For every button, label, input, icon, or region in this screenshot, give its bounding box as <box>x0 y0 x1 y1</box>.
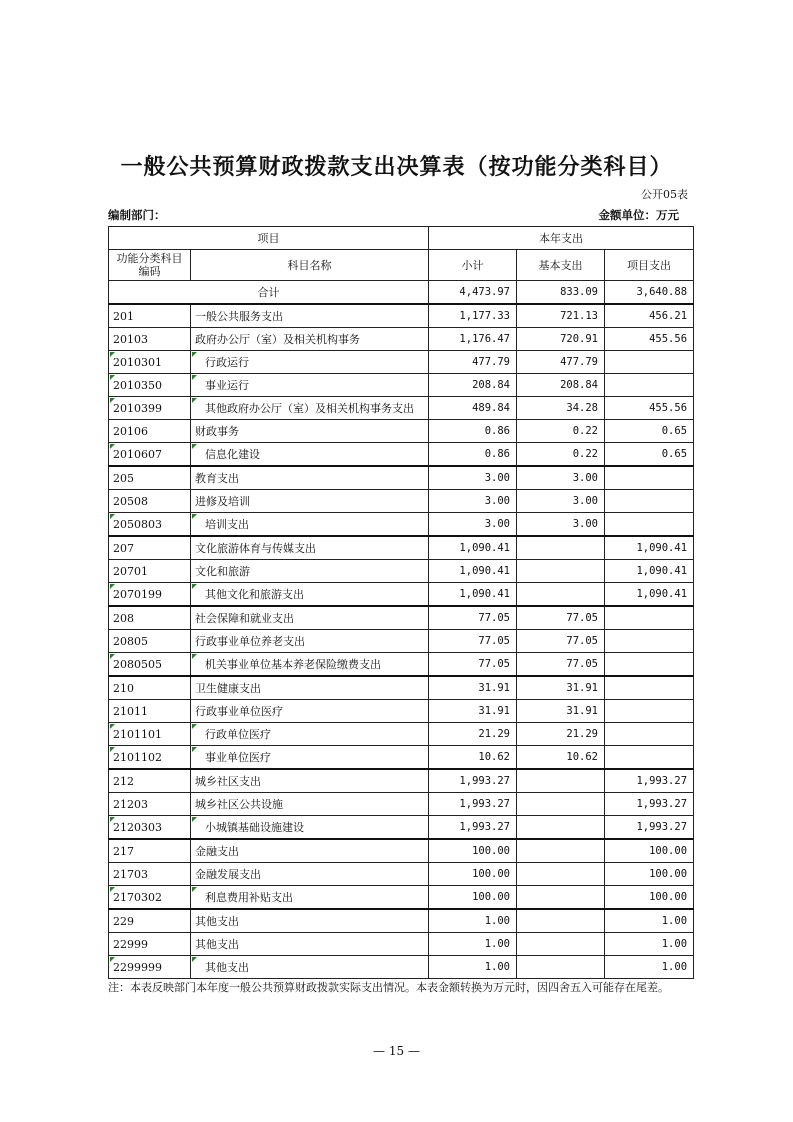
header-row-columns <box>109 250 694 281</box>
row-project <box>605 630 694 653</box>
header-row-group <box>109 227 694 250</box>
row-project: 1,993.27 <box>605 816 694 840</box>
total-subtotal: 4,473.97 <box>429 281 517 305</box>
row-name: 行政事业单位养老支出 <box>191 630 429 653</box>
table-row <box>109 443 694 467</box>
row-basic <box>517 956 605 979</box>
row-basic <box>517 886 605 910</box>
table-row <box>109 909 694 933</box>
table-row <box>109 956 694 979</box>
row-code: 2101101 <box>109 723 191 746</box>
row-subtotal: 0.86 <box>429 443 517 467</box>
row-project <box>605 466 694 490</box>
row-name: 社会保障和就业支出 <box>191 606 429 630</box>
row-name: 机关事业单位基本养老保险缴费支出 <box>191 653 429 677</box>
table-row <box>109 606 694 630</box>
row-subtotal: 1.00 <box>429 956 517 979</box>
page-number: — 15 — <box>373 1044 420 1058</box>
table-row <box>109 793 694 816</box>
table-row <box>109 536 694 560</box>
row-project: 1.00 <box>605 956 694 979</box>
row-basic: 3.00 <box>517 490 605 513</box>
row-project <box>605 653 694 677</box>
table-row <box>109 328 694 351</box>
row-subtotal: 489.84 <box>429 397 517 420</box>
row-basic: 477.79 <box>517 351 605 374</box>
form-number: 公开05表 <box>641 188 688 201</box>
row-subtotal: 1,177.33 <box>429 304 517 328</box>
row-project: 0.65 <box>605 443 694 467</box>
row-name: 培训支出 <box>191 513 429 537</box>
row-project: 1.00 <box>605 909 694 933</box>
table-row <box>109 397 694 420</box>
row-code: 22999 <box>109 933 191 956</box>
row-name: 城乡社区支出 <box>191 769 429 793</box>
row-code: 2070199 <box>109 583 191 607</box>
row-code: 2010301 <box>109 351 191 374</box>
row-subtotal: 10.62 <box>429 746 517 770</box>
table-row <box>109 513 694 537</box>
row-code: 2050803 <box>109 513 191 537</box>
row-code: 2080505 <box>109 653 191 677</box>
row-name: 其他支出 <box>191 909 429 933</box>
table-row <box>109 466 694 490</box>
row-name: 文化旅游体育与传媒支出 <box>191 536 429 560</box>
row-subtotal: 3.00 <box>429 466 517 490</box>
row-name: 事业单位医疗 <box>191 746 429 770</box>
row-project: 455.56 <box>605 328 694 351</box>
row-project: 100.00 <box>605 886 694 910</box>
row-code: 2120303 <box>109 816 191 840</box>
row-code: 217 <box>109 839 191 863</box>
total-label: 合计 <box>109 281 429 305</box>
row-project: 0.65 <box>605 420 694 443</box>
table-row <box>109 560 694 583</box>
row-subtotal: 3.00 <box>429 490 517 513</box>
col-group-item: 项目 <box>109 227 429 250</box>
row-name: 其他支出 <box>191 933 429 956</box>
col-group-year: 本年支出 <box>429 227 694 250</box>
row-name: 财政事务 <box>191 420 429 443</box>
table-row <box>109 630 694 653</box>
row-basic: 721.13 <box>517 304 605 328</box>
row-code: 20508 <box>109 490 191 513</box>
table-row <box>109 490 694 513</box>
table-row <box>109 583 694 607</box>
row-project: 455.56 <box>605 397 694 420</box>
row-basic <box>517 839 605 863</box>
row-subtotal: 100.00 <box>429 863 517 886</box>
row-basic <box>517 560 605 583</box>
row-project <box>605 374 694 397</box>
expenditure-table <box>108 226 694 979</box>
row-code: 21011 <box>109 700 191 723</box>
row-subtotal: 77.05 <box>429 653 517 677</box>
row-name: 卫生健康支出 <box>191 676 429 700</box>
row-basic: 0.22 <box>517 443 605 467</box>
row-subtotal: 1,993.27 <box>429 816 517 840</box>
row-code: 20805 <box>109 630 191 653</box>
row-project <box>605 700 694 723</box>
row-subtotal: 77.05 <box>429 606 517 630</box>
row-code: 207 <box>109 536 191 560</box>
dept-label: 编制部门： <box>108 208 166 222</box>
row-basic: 720.91 <box>517 328 605 351</box>
row-code: 2010607 <box>109 443 191 467</box>
row-project: 456.21 <box>605 304 694 328</box>
row-subtotal: 477.79 <box>429 351 517 374</box>
row-subtotal: 31.91 <box>429 700 517 723</box>
row-name: 行政事业单位医疗 <box>191 700 429 723</box>
row-code: 205 <box>109 466 191 490</box>
row-subtotal: 0.86 <box>429 420 517 443</box>
row-code: 229 <box>109 909 191 933</box>
table-row <box>109 700 694 723</box>
col-subtotal-header: 小计 <box>429 250 517 281</box>
row-basic <box>517 816 605 840</box>
col-project-header: 项目支出 <box>605 250 694 281</box>
col-basic-header: 基本支出 <box>517 250 605 281</box>
row-name: 利息费用补贴支出 <box>191 886 429 910</box>
row-name: 事业运行 <box>191 374 429 397</box>
row-name: 其他政府办公厅（室）及相关机构事务支出 <box>191 397 429 420</box>
row-code: 20103 <box>109 328 191 351</box>
row-name: 小城镇基础设施建设 <box>191 816 429 840</box>
table-row <box>109 746 694 770</box>
row-subtotal: 1.00 <box>429 909 517 933</box>
row-name: 其他文化和旅游支出 <box>191 583 429 607</box>
col-name-header: 科目名称 <box>191 250 429 281</box>
row-subtotal: 77.05 <box>429 630 517 653</box>
row-basic: 10.62 <box>517 746 605 770</box>
total-project: 3,640.88 <box>605 281 694 305</box>
row-basic <box>517 909 605 933</box>
row-project <box>605 676 694 700</box>
row-name: 金融支出 <box>191 839 429 863</box>
row-basic <box>517 933 605 956</box>
row-basic: 77.05 <box>517 653 605 677</box>
table-row <box>109 933 694 956</box>
table-row <box>109 374 694 397</box>
row-name: 金融发展支出 <box>191 863 429 886</box>
row-basic: 3.00 <box>517 466 605 490</box>
row-basic: 3.00 <box>517 513 605 537</box>
row-basic: 208.84 <box>517 374 605 397</box>
row-name: 一般公共服务支出 <box>191 304 429 328</box>
row-project: 100.00 <box>605 863 694 886</box>
table-row <box>109 304 694 328</box>
row-name: 教育支出 <box>191 466 429 490</box>
table-row <box>109 816 694 840</box>
row-project: 1,090.41 <box>605 536 694 560</box>
row-code: 212 <box>109 769 191 793</box>
row-basic: 77.05 <box>517 606 605 630</box>
row-code: 201 <box>109 304 191 328</box>
row-subtotal: 100.00 <box>429 886 517 910</box>
row-code: 20106 <box>109 420 191 443</box>
row-name: 其他支出 <box>191 956 429 979</box>
row-project: 100.00 <box>605 839 694 863</box>
row-name: 行政运行 <box>191 351 429 374</box>
row-project: 1.00 <box>605 933 694 956</box>
row-subtotal: 208.84 <box>429 374 517 397</box>
table-row <box>109 839 694 863</box>
row-basic: 34.28 <box>517 397 605 420</box>
row-name: 进修及培训 <box>191 490 429 513</box>
row-subtotal: 1,090.41 <box>429 560 517 583</box>
total-row <box>109 281 694 305</box>
row-basic: 31.91 <box>517 676 605 700</box>
table-row <box>109 676 694 700</box>
total-basic: 833.09 <box>517 281 605 305</box>
row-name: 行政单位医疗 <box>191 723 429 746</box>
row-subtotal: 31.91 <box>429 676 517 700</box>
row-basic: 77.05 <box>517 630 605 653</box>
row-basic: 21.29 <box>517 723 605 746</box>
row-code: 21203 <box>109 793 191 816</box>
table-row <box>109 769 694 793</box>
row-project: 1,993.27 <box>605 769 694 793</box>
row-subtotal: 100.00 <box>429 839 517 863</box>
row-basic <box>517 793 605 816</box>
row-code: 2299999 <box>109 956 191 979</box>
table-row <box>109 653 694 677</box>
row-project <box>605 513 694 537</box>
row-basic <box>517 769 605 793</box>
unit-label: 金额单位：万元 <box>598 208 679 222</box>
table-row <box>109 351 694 374</box>
row-name: 信息化建设 <box>191 443 429 467</box>
row-code: 2170302 <box>109 886 191 910</box>
page-title: 一般公共预算财政拨款支出决算表（按功能分类科目） <box>120 155 673 180</box>
row-project: 1,993.27 <box>605 793 694 816</box>
row-subtotal: 1,993.27 <box>429 793 517 816</box>
row-subtotal: 3.00 <box>429 513 517 537</box>
row-code: 2010350 <box>109 374 191 397</box>
row-name: 文化和旅游 <box>191 560 429 583</box>
table-row <box>109 863 694 886</box>
footnote: 注：本表反映部门本年度一般公共预算财政拨款实际支出情况。本表金额转换为万元时，因四舍五入可能存在尾差。 <box>108 981 669 994</box>
row-basic: 31.91 <box>517 700 605 723</box>
row-subtotal: 1,090.41 <box>429 583 517 607</box>
row-subtotal: 1.00 <box>429 933 517 956</box>
row-project: 1,090.41 <box>605 583 694 607</box>
row-name: 城乡社区公共设施 <box>191 793 429 816</box>
row-subtotal: 1,090.41 <box>429 536 517 560</box>
row-project <box>605 606 694 630</box>
row-code: 21703 <box>109 863 191 886</box>
row-subtotal: 1,993.27 <box>429 769 517 793</box>
row-project: 1,090.41 <box>605 560 694 583</box>
row-basic <box>517 863 605 886</box>
row-code: 208 <box>109 606 191 630</box>
row-subtotal: 21.29 <box>429 723 517 746</box>
row-project <box>605 351 694 374</box>
row-code: 20701 <box>109 560 191 583</box>
row-basic: 0.22 <box>517 420 605 443</box>
table-row <box>109 886 694 910</box>
col-code-header: 功能分类科目编码 <box>109 250 191 281</box>
row-basic <box>517 536 605 560</box>
row-name: 政府办公厅（室）及相关机构事务 <box>191 328 429 351</box>
table-row <box>109 723 694 746</box>
row-code: 210 <box>109 676 191 700</box>
row-basic <box>517 583 605 607</box>
table-row <box>109 420 694 443</box>
row-subtotal: 1,176.47 <box>429 328 517 351</box>
row-code: 2010399 <box>109 397 191 420</box>
row-project <box>605 490 694 513</box>
row-project <box>605 723 694 746</box>
row-project <box>605 746 694 770</box>
row-code: 2101102 <box>109 746 191 770</box>
